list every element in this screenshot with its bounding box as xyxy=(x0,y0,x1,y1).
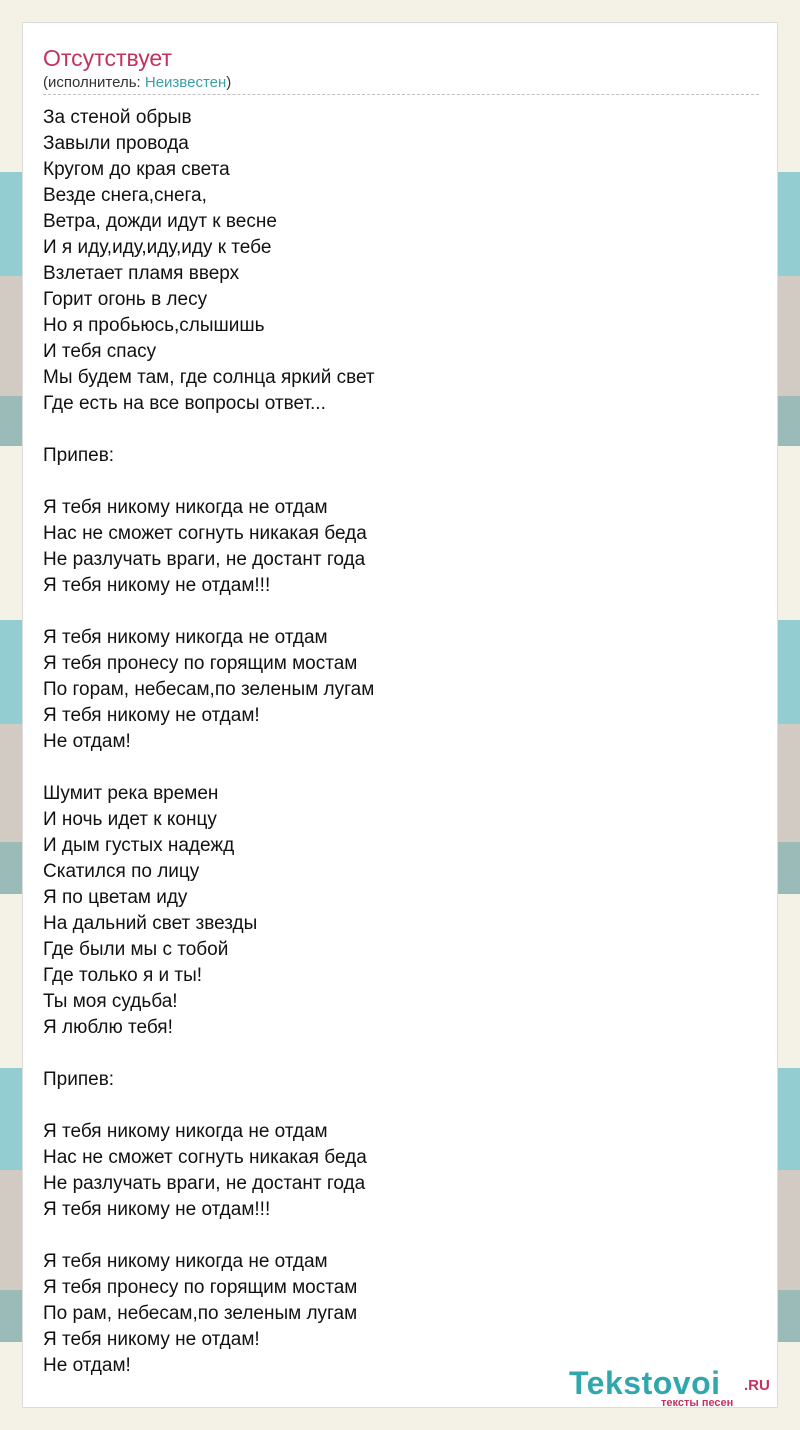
site-logo[interactable] xyxy=(569,1365,779,1409)
lyric-line: Не отдам! xyxy=(43,1355,131,1376)
lyric-line: Но я пробьюсь,слышишь xyxy=(43,315,265,336)
lyric-line xyxy=(43,1093,743,1119)
lyrics-body xyxy=(43,105,743,1379)
lyric-line: Мы будем там, где солнца яркий свет xyxy=(43,367,375,388)
lyric-line: По рам, небесам,по зеленым лугам xyxy=(43,1303,358,1324)
lyric-line: Где были мы с тобой xyxy=(43,939,229,960)
lyrics-card xyxy=(22,22,778,1408)
lyric-line: И я иду,иду,иду,иду к тебе xyxy=(43,237,272,258)
lyric-line: Шумит река времен xyxy=(43,783,219,804)
lyric-line: Скатился по лицу xyxy=(43,861,200,882)
lyric-line: Завыли провода xyxy=(43,133,189,154)
lyric-line: Где есть на все вопросы ответ... xyxy=(43,393,326,414)
artist-line xyxy=(43,74,231,92)
lyric-line: Взлетает пламя вверх xyxy=(43,263,240,284)
lyric-line: Не отдам! xyxy=(43,731,131,752)
lyric-line: Я по цветам иду xyxy=(43,887,188,908)
lyric-line: На дальний свет звезды xyxy=(43,913,258,934)
lyric-line: Я тебя никому никогда не отдам xyxy=(43,1251,328,1272)
lyric-line: Я тебя никому никогда не отдам xyxy=(43,497,328,518)
lyric-line: Кругом до края света xyxy=(43,159,230,180)
lyric-line xyxy=(43,599,743,625)
artist-suffix: ) xyxy=(226,74,232,91)
logo-wordmark: Tekstovoi xyxy=(569,1365,721,1401)
artist-prefix: (исполнитель: xyxy=(43,74,145,91)
lyric-line: Нас не сможет согнуть никакая беда xyxy=(43,523,367,544)
lyric-line: Я тебя никому не отдам! xyxy=(43,1329,260,1350)
lyric-line: Нас не сможет согнуть никакая беда xyxy=(43,1147,367,1168)
lyric-line: Я тебя никому никогда не отдам xyxy=(43,1121,328,1142)
lyric-line: И тебя спасу xyxy=(43,341,157,362)
lyric-line: Где только я и ты! xyxy=(43,965,203,986)
lyric-line: По горам, небесам,по зеленым лугам xyxy=(43,679,375,700)
lyric-line: Ветра, дожди идут к весне xyxy=(43,211,277,232)
lyric-line: За стеной обрыв xyxy=(43,107,192,128)
lyric-line: Везде снега,снега, xyxy=(43,185,207,206)
lyric-line xyxy=(43,1041,743,1067)
lyric-line: Я тебя никому не отдам! xyxy=(43,705,260,726)
lyric-line xyxy=(43,1223,743,1249)
logo-tagline: тексты песен xyxy=(661,1397,734,1409)
lyric-line: Не разлучать враги, не достант года xyxy=(43,1173,366,1194)
lyric-line: Я люблю тебя! xyxy=(43,1017,173,1038)
lyric-line: Припев: xyxy=(43,1069,115,1090)
dashed-divider xyxy=(43,94,759,95)
lyric-line: Я тебя никому не отдам!!! xyxy=(43,1199,271,1220)
lyric-line: И дым густых надежд xyxy=(43,835,235,856)
lyric-line: Не разлучать враги, не достант года xyxy=(43,549,366,570)
artist-link[interactable]: Неизвестен xyxy=(144,74,227,91)
lyric-line xyxy=(43,755,743,781)
lyric-line: Я тебя никому не отдам!!! xyxy=(43,575,271,596)
logo-domain: .RU xyxy=(744,1377,770,1394)
lyric-line: Припев: xyxy=(43,445,115,466)
lyric-line: Я тебя пронесу по горящим мостам xyxy=(43,653,358,674)
lyric-line: Ты моя судьба! xyxy=(43,991,178,1012)
lyric-line: Я тебя никому никогда не отдам xyxy=(43,627,328,648)
lyric-line: Горит огонь в лесу xyxy=(43,289,208,310)
lyric-line xyxy=(43,417,743,443)
lyric-line xyxy=(43,469,743,495)
song-title: Отсутствует xyxy=(43,45,172,71)
lyric-line: И ночь идет к концу xyxy=(43,809,217,830)
lyric-line: Я тебя пронесу по горящим мостам xyxy=(43,1277,358,1298)
